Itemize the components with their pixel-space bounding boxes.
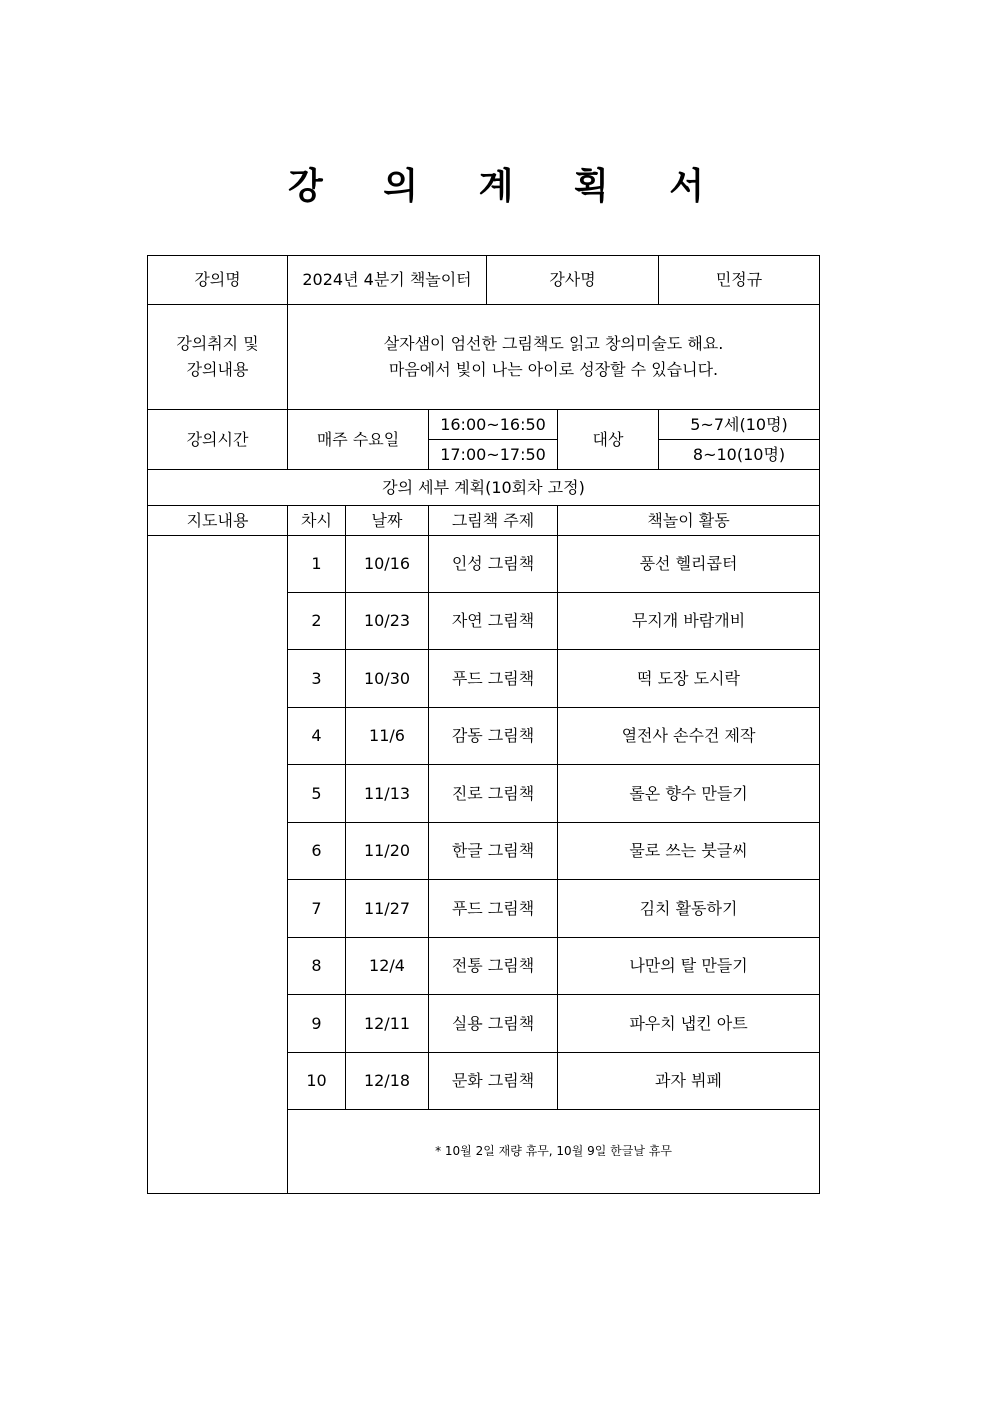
session-activity: 무지개 바람개비 — [558, 593, 820, 650]
guidance-content — [148, 536, 288, 1194]
schedule-day: 매주 수요일 — [288, 410, 429, 470]
purpose-row — [148, 305, 820, 410]
session-activity: 열전사 손수건 제작 — [558, 708, 820, 765]
purpose-content — [288, 305, 820, 410]
session-activity: 롤온 향수 만들기 — [558, 765, 820, 823]
session-no: 5 — [288, 765, 346, 823]
page-title: 강 의 계 획 서 — [287, 165, 728, 207]
session-no: 3 — [288, 650, 346, 708]
session-date: 11/27 — [346, 880, 429, 938]
column-header-row — [148, 506, 820, 536]
purpose-label — [148, 305, 288, 410]
session-theme: 푸드 그림책 — [429, 880, 558, 938]
instructor-name: 민정규 — [659, 256, 820, 305]
col-date: 날짜 — [346, 506, 429, 536]
holiday-note: * 10월 2일 재량 휴무, 10월 9일 한글날 휴무 — [288, 1110, 820, 1194]
session-theme: 한글 그림책 — [429, 823, 558, 880]
session-date: 11/20 — [346, 823, 429, 880]
session-activity: 풍선 헬리콥터 — [558, 536, 820, 593]
col-theme: 그림책 주제 — [429, 506, 558, 536]
session-date: 11/6 — [346, 708, 429, 765]
col-activity: 책놀이 활동 — [558, 506, 820, 536]
session-no: 7 — [288, 880, 346, 938]
session-date: 12/4 — [346, 938, 429, 995]
schedule-time-1: 16:00~16:50 — [429, 410, 558, 440]
session-activity: 떡 도장 도시락 — [558, 650, 820, 708]
target-2: 8~10(10명) — [659, 440, 820, 470]
session-theme: 인성 그림책 — [429, 536, 558, 593]
session-date: 10/23 — [346, 593, 429, 650]
session-date: 10/30 — [346, 650, 429, 708]
session-theme: 전통 그림책 — [429, 938, 558, 995]
session-no: 2 — [288, 593, 346, 650]
session-activity: 물로 쓰는 붓글씨 — [558, 823, 820, 880]
purpose-line1: 살자샘이 엄선한 그림책도 읽고 창의미술도 해요. — [383, 334, 724, 354]
session-activity: 파우치 냅킨 아트 — [558, 995, 820, 1053]
session-theme: 문화 그림책 — [429, 1053, 558, 1110]
session-no: 10 — [288, 1053, 346, 1110]
session-date: 12/18 — [346, 1053, 429, 1110]
session-no: 9 — [288, 995, 346, 1053]
lecture-plan-table — [147, 255, 820, 1194]
session-activity: 나만의 탈 만들기 — [558, 938, 820, 995]
table-row — [148, 536, 820, 593]
session-activity: 김치 활동하기 — [558, 880, 820, 938]
schedule-row-1 — [148, 410, 820, 440]
session-date: 11/13 — [346, 765, 429, 823]
course-label: 강의명 — [148, 256, 288, 305]
col-guidance: 지도내용 — [148, 506, 288, 536]
course-name: 2024년 4분기 책놀이터 — [288, 256, 487, 305]
session-date: 10/16 — [346, 536, 429, 593]
target-label: 대상 — [558, 410, 659, 470]
schedule-label: 강의시간 — [148, 410, 288, 470]
target-1: 5~7세(10명) — [659, 410, 820, 440]
session-theme: 자연 그림책 — [429, 593, 558, 650]
session-theme: 진로 그림책 — [429, 765, 558, 823]
schedule-time-2: 17:00~17:50 — [429, 440, 558, 470]
session-no: 1 — [288, 536, 346, 593]
purpose-line2: 마음에서 빛이 나는 아이로 성장할 수 있습니다. — [388, 360, 719, 379]
session-activity: 과자 뷔페 — [558, 1053, 820, 1110]
col-session: 차시 — [288, 506, 346, 536]
session-no: 8 — [288, 938, 346, 995]
session-no: 6 — [288, 823, 346, 880]
session-no: 4 — [288, 708, 346, 765]
session-theme: 감동 그림책 — [429, 708, 558, 765]
course-row — [148, 256, 820, 305]
purpose-label-line2: 강의내용 — [186, 360, 249, 379]
purpose-label-line1: 강의취지 및 — [176, 334, 259, 354]
session-theme: 실용 그림책 — [429, 995, 558, 1053]
plan-title: 강의 세부 계획(10회차 고정) — [148, 470, 820, 506]
session-date: 12/11 — [346, 995, 429, 1053]
instructor-label: 강사명 — [487, 256, 659, 305]
session-theme: 푸드 그림책 — [429, 650, 558, 708]
plan-title-row — [148, 470, 820, 506]
